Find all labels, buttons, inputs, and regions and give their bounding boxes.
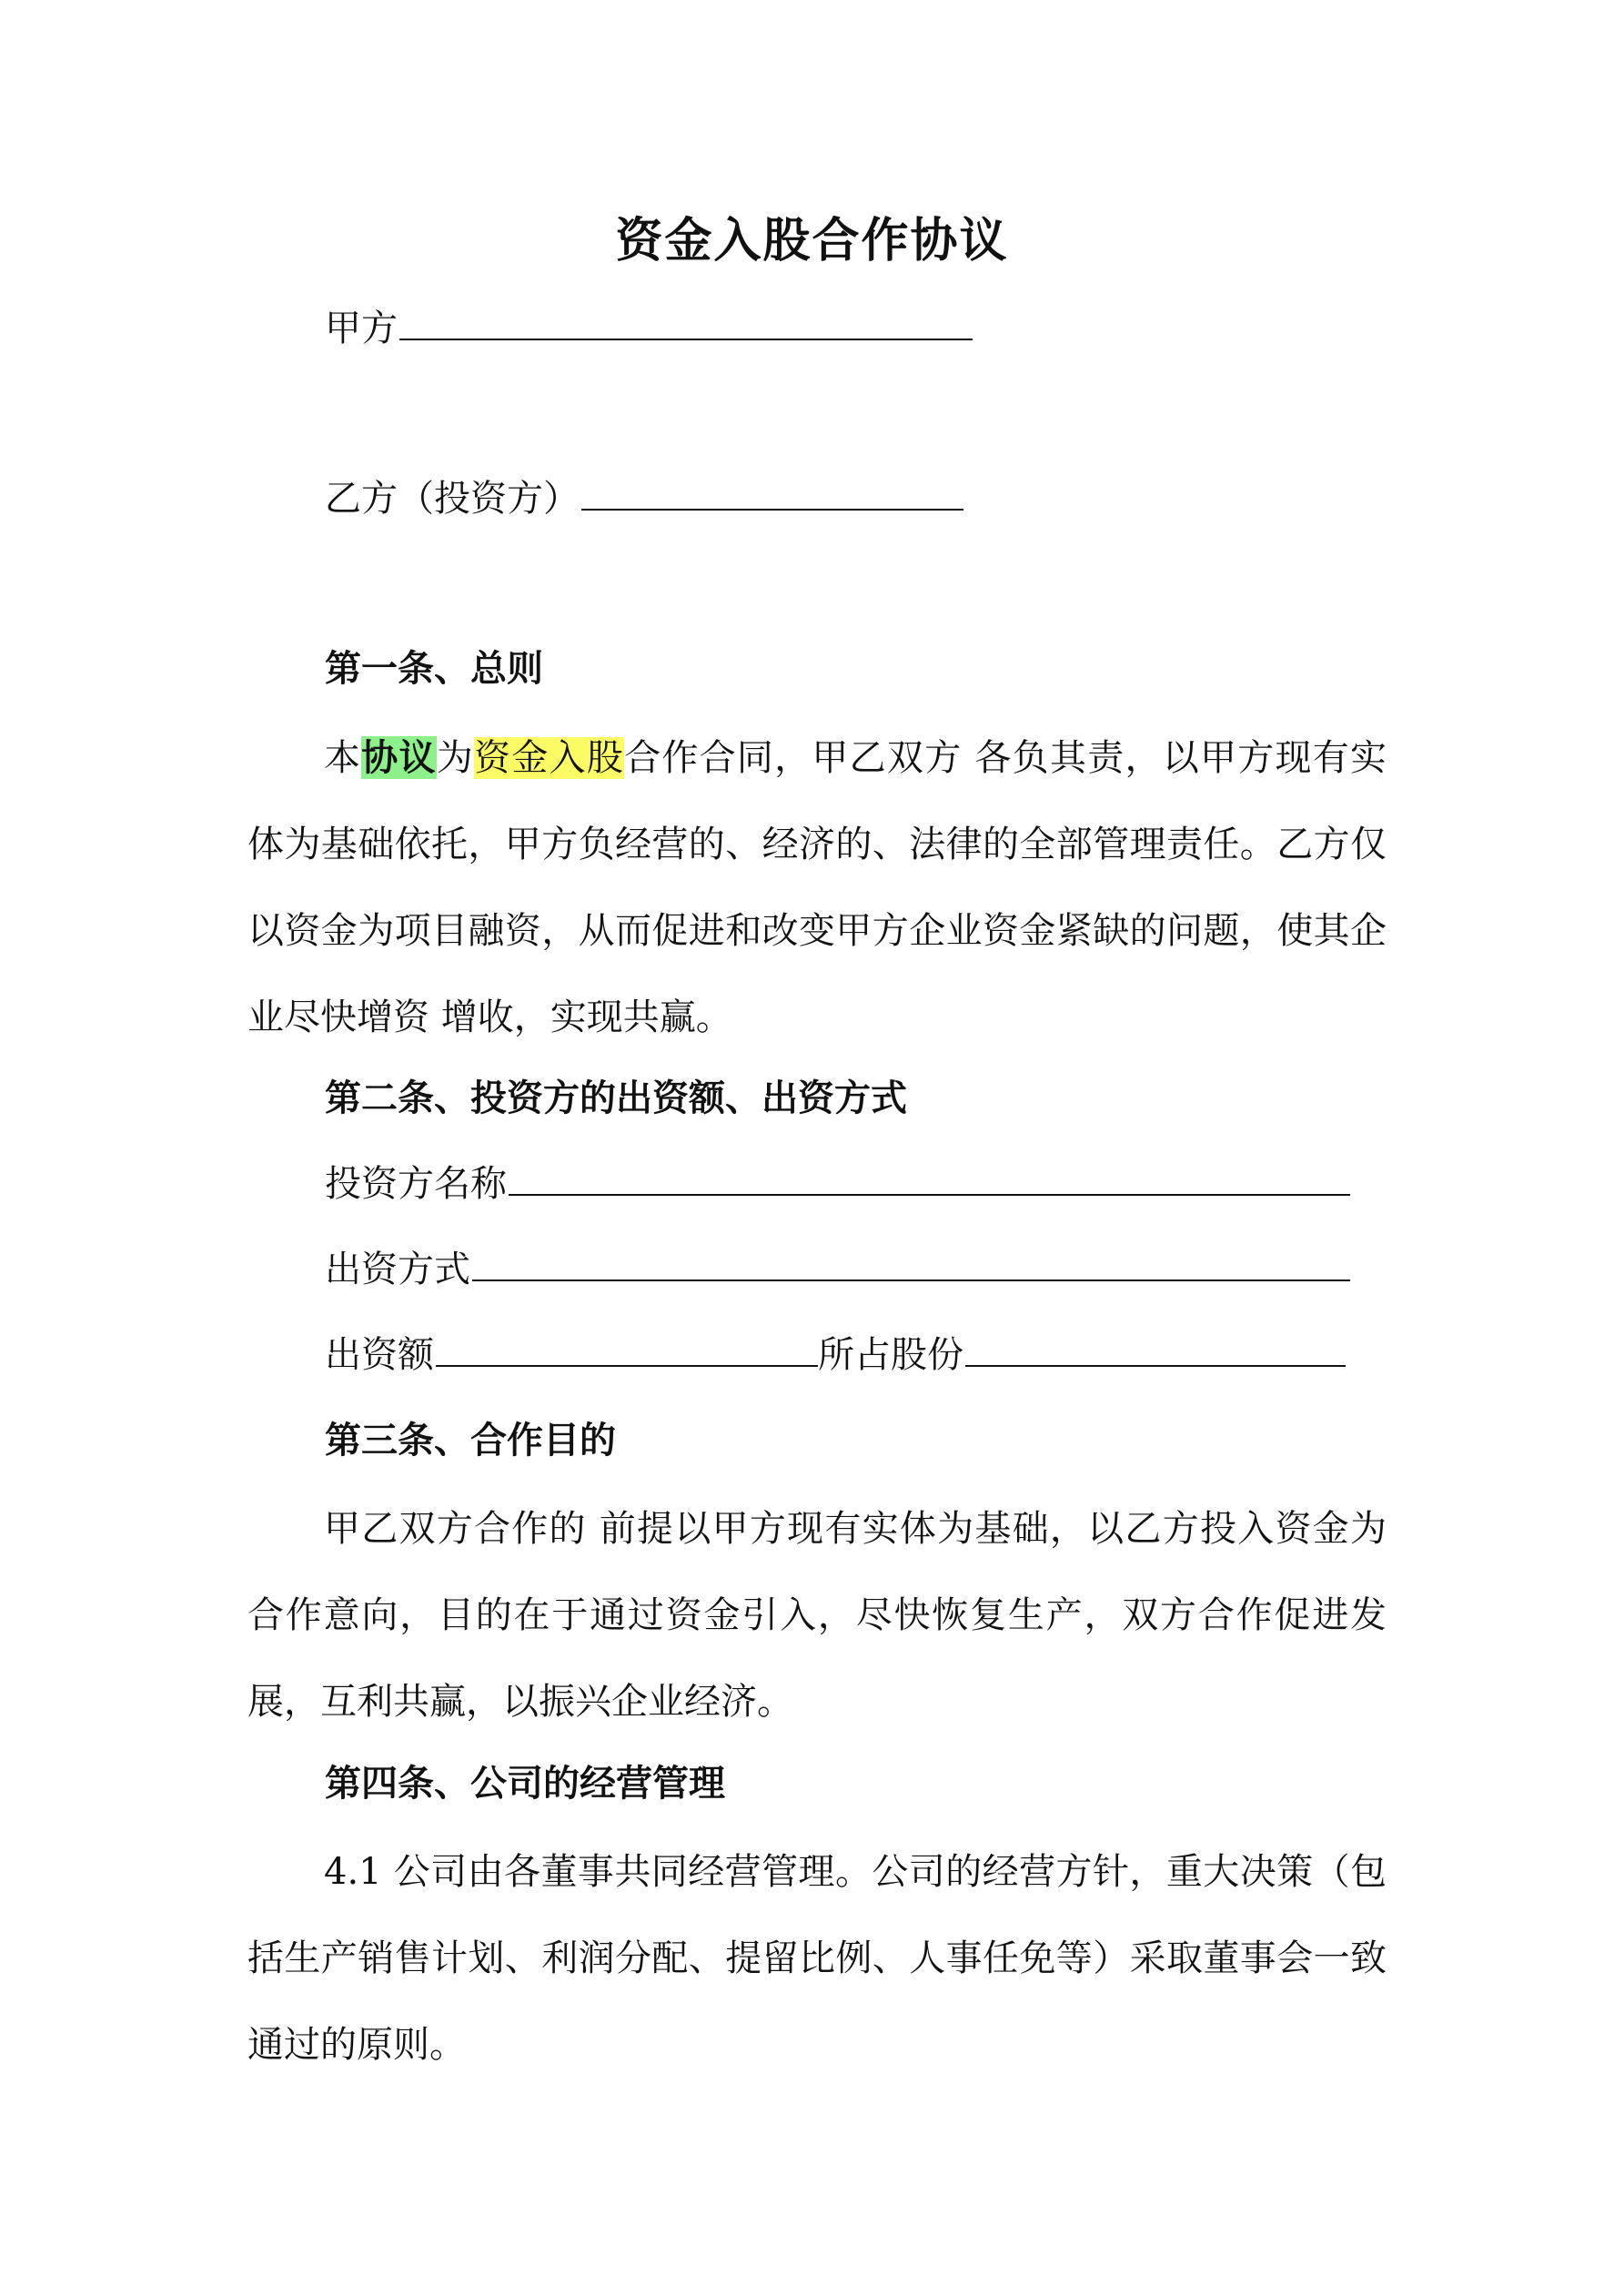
article1-text-middle: 为 (436, 737, 475, 779)
party-b-label: 乙方（投资方） (325, 478, 580, 520)
party-a-label: 甲方 (325, 308, 398, 349)
article1-paragraph (247, 714, 1387, 1061)
method-blank[interactable] (472, 1241, 1350, 1281)
article1-heading: 第一条、总则 (325, 647, 543, 690)
method-line (325, 1241, 1350, 1297)
article4-heading: 第四条、公司的经营管理 (325, 1762, 725, 1805)
article3-paragraph: 甲乙双方合作的 前提以甲方现有实体为基础，以乙方投入资金为合作意向，目的在于通过资金引入，尽快恢复生产，双方合作促进发展，互利共赢，以振兴企业经济。 (247, 1508, 1387, 1723)
highlight-yellow: 资金入股 (474, 737, 625, 779)
article1-text-before: 本 (324, 737, 362, 779)
share-blank[interactable] (965, 1327, 1346, 1367)
article2-heading: 第二条、投资方的出资额、出资方式 (325, 1077, 907, 1119)
amount-label: 出资额 (325, 1334, 434, 1376)
party-b-line (325, 470, 963, 526)
article3-heading: 第三条、合作目的 (325, 1419, 616, 1462)
party-a-line (325, 300, 973, 356)
investor-name-label: 投资方名称 (325, 1163, 507, 1205)
party-b-blank[interactable] (581, 470, 963, 511)
document-title: 资金入股合作协议 (615, 213, 1009, 268)
party-a-blank[interactable] (399, 300, 973, 340)
share-label: 所占股份 (818, 1334, 963, 1376)
investor-name-line (325, 1156, 1350, 1211)
investor-name-blank[interactable] (509, 1156, 1350, 1196)
method-label: 出资方式 (325, 1249, 470, 1290)
article1-text-after: 合作合同，甲乙双方 各负其责，以甲方现有实体为基础依托，甲方负经营的、经济的、法律的全部管理责任。乙方仅以资金为项目融资，从而促进和改变甲方企业资金紧缺的问题，使其企业尽快增资 增收，实现共赢。 (247, 737, 1387, 1038)
amount-blank[interactable] (436, 1327, 818, 1367)
amount-share-line (325, 1327, 1346, 1382)
clause-4-1: 4.1 公司由各董事共同经营管理。公司的经营方针，重大决策（包括生产销售计划、利润分配、提留比例、人事任免等）采取董事会一致通过的原则。 (247, 1851, 1387, 2066)
highlight-green: 协议 (361, 736, 437, 779)
